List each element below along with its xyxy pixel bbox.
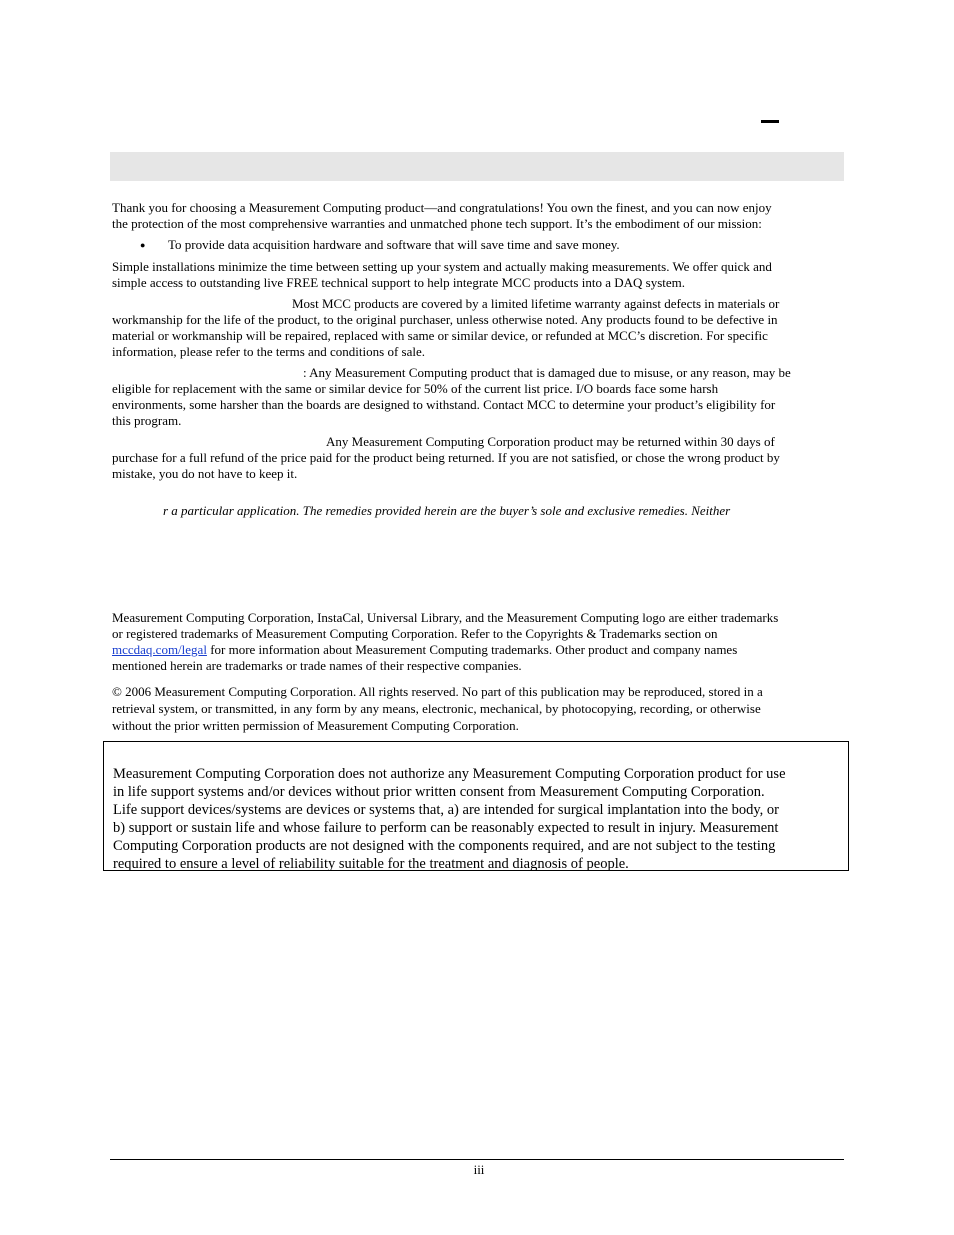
footer-rule (110, 1159, 844, 1160)
intro-paragraph: Thank you for choosing a Measurement Computing product—and congratulations! You own the finest, and you can now enjoy the protection of the most comprehensive warranties and unmatched phone tech support. It’s the embodiment of our mission: (112, 200, 772, 231)
guarantee-paragraph: Any Measurement Computing Corporation product may be returned within 30 days of purchase for a full refund of the price paid for the product being returned. If you are not satisfied, or chose the wrong product by mistake, you do not have to keep it. (112, 434, 780, 481)
page-number: iii (473, 1162, 485, 1177)
trademarks-paragraph: Measurement Computing Corporation, InstaCal, Universal Library, and the Measurement Computing logo are either trademarks or registered trademarks of Measurement Computing Corporation. Refer to the Copyrights & Trademarks section on mccdaq.com/legal for more information about Measurement Computing trademarks. Other product and company names mentioned herein are trademarks or trade names of their respective companies. (112, 610, 779, 673)
warranty-paragraph: Most MCC products are covered by a limited lifetime warranty against defects in materials or workmanship for the life of the product, to the original purchaser, unless otherwise noted. Any products found to be defective in material or workmanship will be repaired, replaced with same or similar device, or refunded at MCC’s discretion. For specific information, please refer to the terms and conditions of sale. (112, 296, 780, 359)
life-support-notice-box (103, 741, 849, 871)
harsh-environment-paragraph: : Any Measurement Computing product that is damaged due to misuse, or any reason, may be eligible for replacement with the same or similar device for 50% of the current list price. I/O boards face some harsh environments, some harsher than the boards are designed to withstand. Contact MCC to determine your product’s eligibility for this program. (112, 365, 791, 428)
disclaimer-fragment: r a particular application. The remedies provided herein are the buyer’s sole and exclusive remedies. Neither (163, 503, 731, 518)
header-band (110, 152, 844, 181)
bullet-dot-icon: ● (140, 240, 146, 250)
legal-link[interactable]: mccdaq.com/legal (112, 642, 207, 657)
support-paragraph: Simple installations minimize the time between setting up your system and actually making measurements. We offer quick and simple access to outstanding live FREE technical support to help integrate MCC products into a DAQ system. (112, 259, 772, 290)
copyright-paragraph: © 2006 Measurement Computing Corporation. All rights reserved. No part of this publication may be reproduced, stored in a retrieval system, or transmitted, in any form by any means, electronic, mechanical, by photocopying, recording, or otherwise without the prior written permission of Measurement Computing Corporation. (112, 684, 763, 733)
life-support-notice-text: Measurement Computing Corporation does not authorize any Measurement Computing Corporation product for use in life support systems and/or devices without prior written consent from Measurement Computing Corporation. Life support devices/systems are devices or systems that, a) are intended for surgical implantation into the body, or b) support or sustain life and whose failure to perform can be reasonably expected to result in injury. Measurement Computing Corporation products are not designed with the components required, and are not subject to the testing required to ensure a level of reliability suitable for the treatment and diagnosis of people. (113, 766, 786, 872)
header-dash (761, 120, 779, 123)
